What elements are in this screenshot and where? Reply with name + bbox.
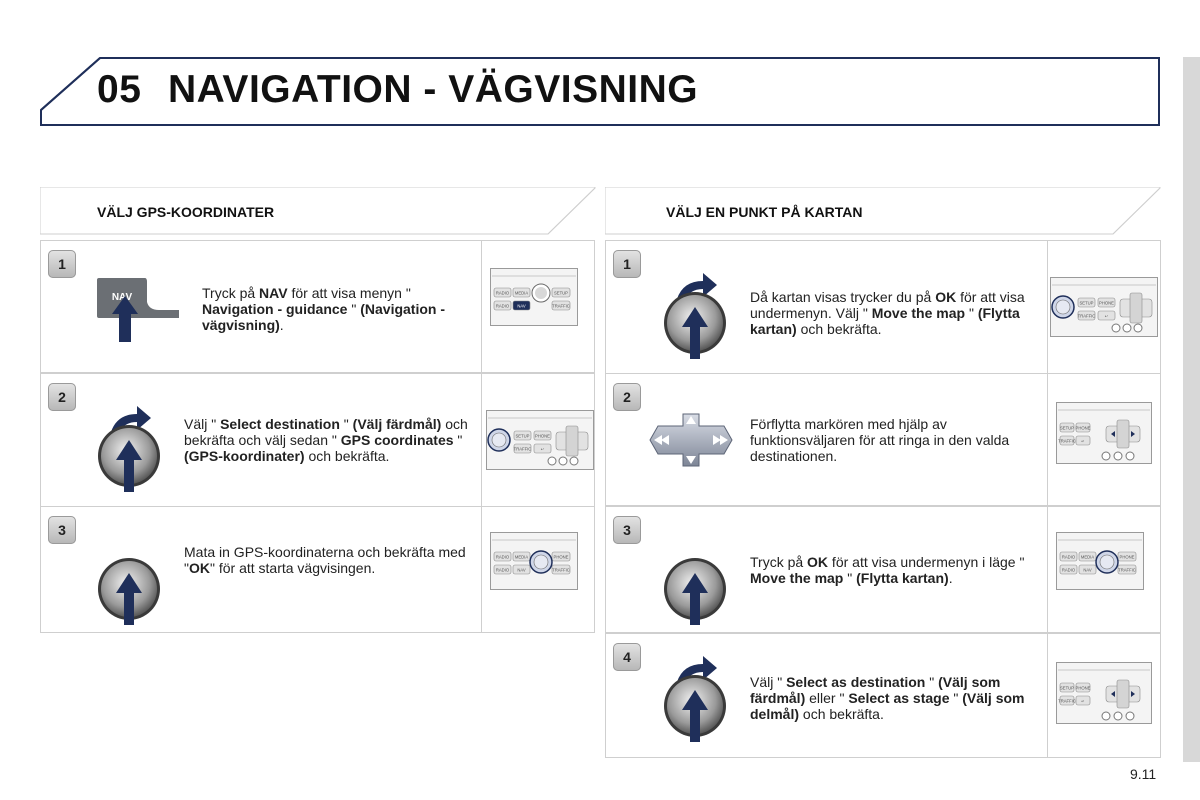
- svg-text:MEDIA: MEDIA: [1080, 554, 1095, 560]
- instruction-text: Mata in GPS-koordinaterna och bekräfta med ": [184, 544, 466, 576]
- instruction-text: ": [339, 416, 353, 432]
- step-illustration: [1047, 634, 1160, 757]
- instruction-text: Tryck på: [750, 554, 808, 570]
- svg-text:PHONE: PHONE: [1075, 685, 1091, 691]
- step-instructions: [750, 289, 1040, 337]
- emphasis-text: NAV: [259, 285, 288, 301]
- step-instructions: [184, 416, 480, 464]
- emphasis-text: OK: [188, 560, 210, 576]
- svg-text:↵: ↵: [1081, 698, 1085, 704]
- svg-text:NAV: NAV: [1083, 567, 1092, 573]
- svg-text:SETUP: SETUP: [515, 433, 530, 439]
- svg-text:TRAFFIC: TRAFFIC: [552, 303, 570, 309]
- emphasis-text: (Flytta kartan): [856, 570, 949, 586]
- emphasis-text: Move the map: [871, 305, 966, 321]
- emphasis-text: (Flytta kartan): [750, 305, 1020, 337]
- emphasis-text: Select destination: [220, 416, 340, 432]
- step-number-badge: 2: [48, 383, 76, 411]
- svg-text:SETUP: SETUP: [1060, 425, 1074, 431]
- step-instructions: [750, 416, 1042, 464]
- step-illustration: [481, 241, 594, 372]
- emphasis-text: (Välj som färdmål): [750, 674, 1001, 706]
- radio-panel-thumbnail: [1056, 662, 1152, 729]
- rotary-knob-push-turn-icon: [663, 263, 727, 368]
- chapter-number: 05: [97, 68, 142, 111]
- svg-text:SETUP: SETUP: [554, 290, 568, 296]
- svg-text:PHONE: PHONE: [1099, 300, 1114, 306]
- svg-text:RADIO: RADIO: [495, 554, 510, 560]
- step-instructions: [202, 285, 462, 333]
- right-step-3: [605, 506, 1161, 633]
- instruction-text: .: [948, 570, 953, 586]
- svg-text:NAV: NAV: [517, 303, 526, 309]
- instruction-text: ": [949, 690, 963, 706]
- emphasis-text: (Välj som delmål): [750, 690, 1025, 722]
- svg-text:TRAFFIC: TRAFFIC: [513, 446, 532, 452]
- svg-text:↵: ↵: [540, 446, 545, 452]
- instruction-text: eller ": [805, 690, 849, 706]
- instruction-text: .: [279, 317, 284, 333]
- step-number-badge: 1: [48, 250, 76, 278]
- instruction-text: och bekräfta.: [799, 706, 884, 722]
- instruction-text: ": [347, 301, 361, 317]
- step-instructions: [184, 544, 480, 576]
- instruction-text: för att visa menyn ": [287, 285, 411, 301]
- section-heading-label: VÄLJ EN PUNKT PÅ KARTAN: [666, 204, 863, 220]
- instruction-text: Välj ": [750, 674, 787, 690]
- svg-text:↵: ↵: [1081, 438, 1085, 444]
- svg-text:SETUP: SETUP: [1060, 685, 1074, 691]
- svg-text:RADIO: RADIO: [495, 567, 510, 573]
- step-illustration: [1047, 241, 1160, 373]
- step-illustration: [1047, 374, 1160, 505]
- chapter-header: [0, 0, 1200, 130]
- emphasis-text: OK: [807, 554, 829, 570]
- svg-text:RADIO: RADIO: [495, 303, 510, 309]
- rotary-knob-push-turn-icon: [663, 646, 727, 751]
- svg-text:TRAFFIC: TRAFFIC: [1077, 313, 1096, 319]
- instruction-text: ": [843, 570, 857, 586]
- step-number-badge: 4: [613, 643, 641, 671]
- right-step-2: [605, 373, 1161, 506]
- svg-text:MEDIA: MEDIA: [514, 290, 529, 296]
- radio-panel-thumbnail: [486, 410, 594, 475]
- nav-button-icon: [93, 274, 183, 351]
- svg-text:NAV: NAV: [111, 292, 133, 303]
- step-illustration: [481, 507, 594, 632]
- svg-text:TRAFFIC: TRAFFIC: [552, 567, 570, 573]
- svg-text:PHONE: PHONE: [553, 554, 569, 560]
- instruction-text: för att visa undermenyn. Välj ": [750, 289, 1025, 321]
- emphasis-text: GPS coordinates: [340, 432, 454, 448]
- step-illustration: [481, 374, 594, 506]
- step-number-badge: 3: [613, 516, 641, 544]
- instruction-text: för att visa undermenyn i läge ": [828, 554, 1025, 570]
- instruction-text: Förflytta markören med hjälp av funktionsväljaren för att ringa in den valda destinationen.: [750, 416, 1010, 464]
- instruction-text: ": [925, 674, 939, 690]
- instruction-text: ": [965, 305, 978, 321]
- section-heading-map: [605, 187, 1161, 235]
- left-step-1: [40, 240, 595, 373]
- emphasis-text: Select as stage: [848, 690, 950, 706]
- step-number-badge: 2: [613, 383, 641, 411]
- radio-panel-thumbnail: [1056, 532, 1144, 595]
- svg-text:RADIO: RADIO: [1061, 554, 1076, 560]
- radio-panel-thumbnail: [490, 268, 578, 331]
- svg-text:PHONE: PHONE: [1119, 554, 1135, 560]
- right-step-1: [605, 240, 1161, 374]
- svg-text:↵: ↵: [1104, 313, 1109, 319]
- emphasis-text: (Navigation - vägvisning): [202, 301, 445, 333]
- emphasis-text: Move the map: [750, 570, 844, 586]
- step-illustration: [1047, 507, 1160, 632]
- svg-text:NAV: NAV: [517, 567, 526, 573]
- instruction-text: " för att starta vägvisingen.: [209, 560, 376, 576]
- rotary-knob-push-turn-icon: [97, 396, 161, 501]
- step-number-badge: 3: [48, 516, 76, 544]
- radio-panel-thumbnail: [1050, 277, 1158, 342]
- emphasis-text: (Välj färdmål): [352, 416, 442, 432]
- directional-pad-icon: [648, 412, 734, 473]
- rotary-knob-push-icon: [97, 529, 161, 634]
- instruction-text: Då kartan visas trycker du på: [750, 289, 936, 305]
- svg-text:SETUP: SETUP: [1079, 300, 1094, 306]
- svg-text:MEDIA: MEDIA: [514, 554, 529, 560]
- svg-text:RADIO: RADIO: [1061, 567, 1076, 573]
- instruction-text: och bekräfta och välj sedan ": [184, 416, 468, 448]
- instruction-text: och bekräfta.: [304, 448, 390, 464]
- radio-panel-thumbnail: [1056, 402, 1152, 469]
- svg-text:PHONE: PHONE: [535, 433, 550, 439]
- step-number-badge: 1: [613, 250, 641, 278]
- instruction-text: ": [453, 432, 463, 448]
- svg-text:PHONE: PHONE: [1075, 425, 1091, 431]
- svg-text:TRAFFIC: TRAFFIC: [1118, 567, 1136, 573]
- step-instructions: [750, 674, 1042, 722]
- instruction-text: Välj ": [184, 416, 221, 432]
- emphasis-text: (GPS-koordinater): [184, 448, 305, 464]
- instruction-text: Tryck på: [202, 285, 260, 301]
- svg-text:TRAFFIC: TRAFFIC: [1058, 698, 1076, 704]
- page-number: 9.11: [1130, 766, 1157, 782]
- svg-text:TRAFFIC: TRAFFIC: [1058, 438, 1076, 444]
- radio-panel-thumbnail: [490, 532, 578, 595]
- instruction-text: och bekräfta.: [796, 321, 882, 337]
- svg-text:RADIO: RADIO: [495, 290, 510, 296]
- emphasis-text: Select as destination: [786, 674, 926, 690]
- section-heading-gps: [40, 187, 596, 235]
- left-step-2: [40, 373, 595, 507]
- page-title: NAVIGATION - VÄGVISNING: [168, 68, 699, 111]
- section-heading-label: VÄLJ GPS-KOORDINATER: [97, 204, 275, 220]
- emphasis-text: OK: [935, 289, 957, 305]
- left-step-3: [40, 506, 595, 633]
- right-step-4: [605, 633, 1161, 758]
- step-instructions: [750, 554, 1040, 586]
- rotary-knob-push-icon: [663, 529, 727, 634]
- emphasis-text: Navigation - guidance: [202, 301, 348, 317]
- side-tab-strip: [1183, 57, 1200, 762]
